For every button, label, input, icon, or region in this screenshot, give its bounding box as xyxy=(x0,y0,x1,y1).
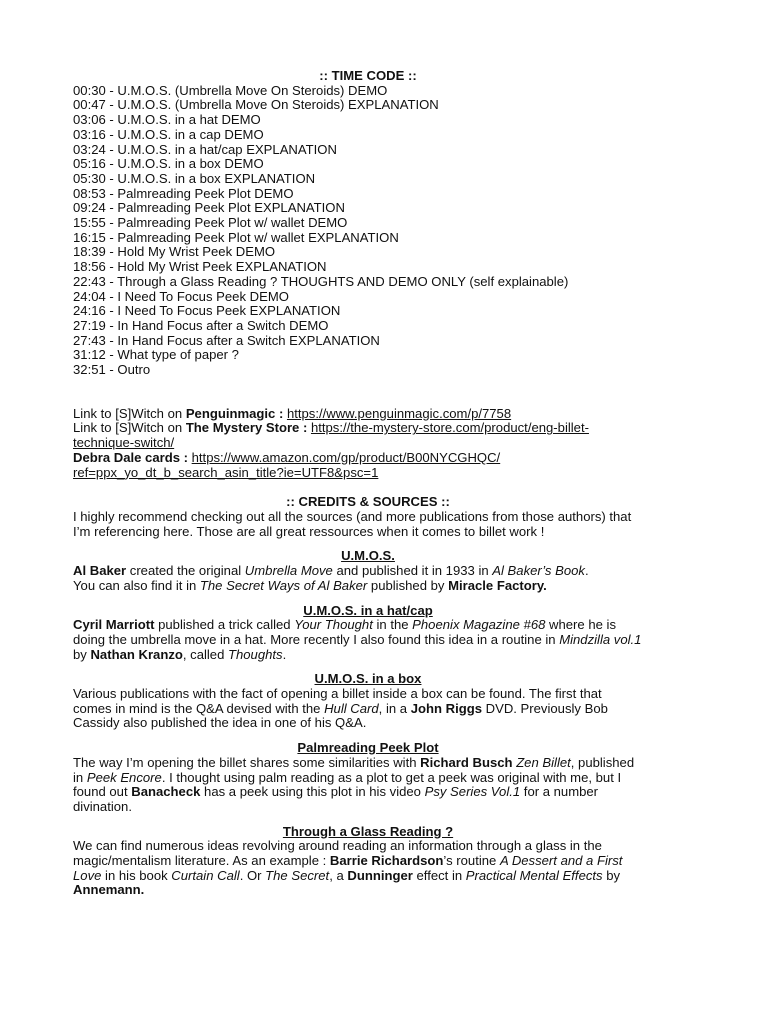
glass-text: Love in his book Curtain Call. Or The Secret, a Dunninger effect in Practical Mental Effects by xyxy=(73,867,621,883)
time-code-entry: 05:30 - U.M.O.S. in a box EXPLANATION xyxy=(73,170,316,186)
section-title-hat-cap: U.M.O.S. in a hat/cap xyxy=(303,602,433,618)
box-text: comes in mind is the Q&A devised with the Hull Card, in a John Riggs DVD. Previously Bob xyxy=(73,700,608,716)
credits-intro-line: I’m referencing here. Those are all great ressources when it comes to billet work ! xyxy=(73,523,545,539)
url-penguinmagic[interactable]: https://www.penguinmagic.com/p/7758 xyxy=(286,405,512,421)
time-code-entry: 16:15 - Palmreading Peek Plot w/ wallet EXPLANATION xyxy=(73,229,399,245)
time-code-entry: 03:06 - U.M.O.S. in a hat DEMO xyxy=(73,112,261,128)
url-mystery-store-cont[interactable]: technique-switch/ xyxy=(73,435,175,451)
time-code-entry: 22:43 - Through a Glass Reading ? THOUGHTS AND DEMO ONLY (self explainable) xyxy=(73,273,569,289)
time-code-entry: 03:24 - U.M.O.S. in a hat/cap EXPLANATION xyxy=(73,141,337,157)
time-code-entry: 03:16 - U.M.O.S. in a cap DEMO xyxy=(73,126,264,142)
time-code-entry: 18:39 - Hold My Wrist Peek DEMO xyxy=(73,244,276,260)
time-code-list xyxy=(73,84,663,378)
url-debra-dale-cont[interactable]: ref=ppx_yo_dt_b_search_asin_title?ie=UTF8&psc=1 xyxy=(73,464,379,480)
time-code-entry: 00:47 - U.M.O.S. (Umbrella Move On Steroids) EXPLANATION xyxy=(73,97,439,113)
box-text: Cassidy also published the idea in one of his Q&A. xyxy=(73,715,367,731)
time-code-entry: 00:30 - U.M.O.S. (Umbrella Move On Steroids) DEMO xyxy=(73,82,388,98)
time-code-entry: 24:16 - I Need To Focus Peek EXPLANATION xyxy=(73,303,341,319)
time-code-entry: 09:24 - Palmreading Peek Plot EXPLANATION xyxy=(73,200,345,216)
url-debra-dale[interactable]: https://www.amazon.com/gp/product/B00NYCGHQC/ xyxy=(191,449,501,465)
time-code-entry: 32:51 - Outro xyxy=(73,362,151,378)
glass-text: Annemann. xyxy=(73,882,145,898)
glass-text: We can find numerous ideas revolving around reading an information through a glass in the xyxy=(73,838,602,854)
time-code-heading: :: TIME CODE :: xyxy=(319,68,417,83)
umos-text: Al Baker created the original Umbrella Move and published it in 1933 in Al Baker’s Book. xyxy=(73,563,589,579)
section-title-box: U.M.O.S. in a box xyxy=(314,671,422,687)
store-name-mystery-store: The Mystery Store : xyxy=(185,420,308,436)
url-mystery-store[interactable]: https://the-mystery-store.com/product/eng-billet- xyxy=(310,420,589,436)
hat-text: doing the umbrella move in a hat. More recently I also found this idea in a routine in Mindzilla vol.1 xyxy=(73,631,642,647)
store-name-penguinmagic: Penguinmagic : xyxy=(185,405,284,421)
palm-text: divination. xyxy=(73,798,132,814)
time-code-entry: 15:55 - Palmreading Peek Plot w/ wallet DEMO xyxy=(73,215,348,231)
time-code-entry: 31:12 - What type of paper ? xyxy=(73,347,239,363)
glass-text: magic/mentalism literature. As an example : Barrie Richardson’s routine A Dessert and a First xyxy=(73,853,623,869)
link-debra-dale xyxy=(73,451,663,466)
umos-text: You can also find it in The Secret Ways of Al Baker published by Miracle Factory. xyxy=(73,577,547,593)
store-name-debra-dale: Debra Dale cards : xyxy=(73,449,188,465)
time-code-entry: 05:16 - U.M.O.S. in a box DEMO xyxy=(73,156,264,172)
time-code-entry: 27:19 - In Hand Focus after a Switch DEMO xyxy=(73,317,329,333)
link-penguinmagic: Link to [S]Witch on Penguinmagic : https://www.penguinmagic.com/p/7758 xyxy=(73,405,512,421)
time-code-entry: 24:04 - I Need To Focus Peek DEMO xyxy=(73,288,289,304)
section-title-palmreading: Palmreading Peek Plot xyxy=(297,740,439,756)
palm-text: found out Banacheck has a peek using this plot in his video Psy Series Vol.1 for a number xyxy=(73,784,599,800)
credits-intro-line: I highly recommend checking out all the sources (and more publications from those authors) that xyxy=(73,508,632,524)
palm-text: The way I’m opening the billet shares some similarities with Richard Busch Zen Billet, published xyxy=(73,754,635,770)
credits-heading: :: CREDITS & SOURCES :: xyxy=(286,494,450,510)
hat-text: Cyril Marriott published a trick called Your Thought in the Phoenix Magazine #68 where he is xyxy=(73,617,616,633)
time-code-entry: 08:53 - Palmreading Peek Plot DEMO xyxy=(73,185,294,201)
document-page xyxy=(73,69,663,898)
palm-text: in Peek Encore. I thought using palm reading as a plot to get a peek was original with me, but I xyxy=(73,769,622,785)
section-title-glass-reading: Through a Glass Reading ? xyxy=(282,823,454,839)
time-code-entry: 27:43 - In Hand Focus after a Switch EXPLANATION xyxy=(73,332,380,348)
section-title-umos: U.M.O.S. xyxy=(341,548,395,564)
time-code-entry: 18:56 - Hold My Wrist Peek EXPLANATION xyxy=(73,259,327,275)
box-text: Various publications with the fact of opening a billet inside a box can be found. The first that xyxy=(73,686,602,702)
hat-text: by Nathan Kranzo, called Thoughts. xyxy=(73,646,287,662)
link-mystery-store: Link to [S]Witch on The Mystery Store : https://the-mystery-store.com/product/eng-billet- xyxy=(73,420,589,436)
